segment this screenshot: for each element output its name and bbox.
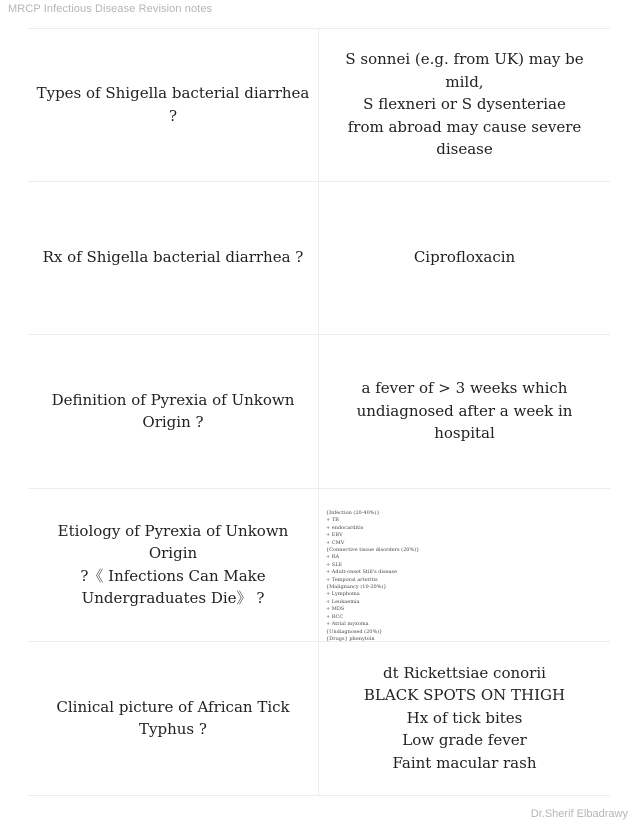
card-3-question: [28, 334, 318, 488]
answer-line: S sonnei (e.g. from UK) may be mild,: [345, 50, 584, 91]
question-line: Undergraduates Die》 ?: [81, 589, 265, 607]
answer-line: Faint macular rash: [392, 753, 537, 772]
answer-small-line: + Atrial myxoma: [326, 621, 369, 628]
answer-line: from abroad may cause severe: [347, 117, 582, 136]
card-1-question: [28, 28, 318, 181]
answer-small-line: + EBV: [326, 532, 343, 539]
answer-small-line: + endocarditis: [326, 524, 364, 531]
card-1-answer: [319, 28, 610, 181]
question-text: Rx of Shigella bacterial diarrhea ?: [42, 248, 304, 267]
question-line: Definition of Pyrexia of Unkown: [51, 390, 295, 409]
answer-line: disease: [436, 140, 493, 159]
answer-small-line: {Infection (20-40%)}: [326, 510, 380, 516]
answer-small-line: {Drugs} phenytoin: [326, 635, 375, 642]
answer-line: undiagnosed after a week in hospital: [356, 401, 573, 443]
question-line: Etiology of Pyrexia of Unkown Origin: [57, 521, 289, 562]
card-4-question: [28, 488, 318, 641]
answer-line: Low grade fever: [402, 731, 527, 750]
question-line: ?《 Infections Can Make: [80, 566, 266, 585]
answer-small-line: {Undiagnosed (20%)}: [326, 628, 383, 635]
card-5-question: [28, 641, 318, 795]
card-2-question: [28, 181, 318, 334]
answer-small-line: {Connective tissue disorders (20%)}: [326, 547, 420, 554]
answer-line: Ciprofloxacin: [413, 248, 516, 267]
answer-small-line: + RCC: [326, 613, 344, 620]
question-line: Clinical picture of African Tick: [56, 697, 290, 716]
answer-small-line: + RA: [326, 554, 340, 561]
answer-line: Hx of tick bites: [406, 708, 523, 727]
answer-line: dt Rickettsiae conorii: [383, 663, 546, 682]
answer-small-line: {Malignancy (10-20%)}: [326, 584, 387, 591]
question-text: Types of Shigella bacterial diarrhea ?: [36, 84, 310, 125]
document-footer: Dr.Sherif Elbadrawy: [530, 808, 628, 820]
question-line: Origin ?: [142, 413, 204, 431]
answer-line: BLACK SPOTS ON THIGH: [363, 686, 566, 705]
card-2-answer: [319, 181, 610, 334]
answer-line: S flexneri or S dysenteriae: [363, 95, 566, 114]
row-divider: [28, 795, 610, 796]
card-3-answer: [319, 334, 610, 488]
question-line: Typhus ?: [139, 720, 207, 738]
answer-small-line: + Temporal arteritis: [326, 576, 378, 583]
document-header: MRCP Infectious Disease Revision notes: [8, 3, 213, 15]
answer-small-line: + SLE: [326, 561, 343, 568]
answer-small-line: + Adult-onset Still's disease: [326, 569, 398, 576]
answer-small-line: + MDS: [326, 606, 345, 613]
answer-line: a fever of > 3 weeks which: [361, 379, 568, 398]
answer-small-line: + CMV: [326, 539, 345, 546]
answer-small-line: + Lymphoma: [326, 591, 360, 598]
answer-small-line: + Leukaemia: [326, 598, 360, 605]
card-4-answer-list: [326, 510, 446, 643]
card-5-answer: [319, 641, 610, 795]
answer-small-line: + TB: [326, 517, 339, 524]
